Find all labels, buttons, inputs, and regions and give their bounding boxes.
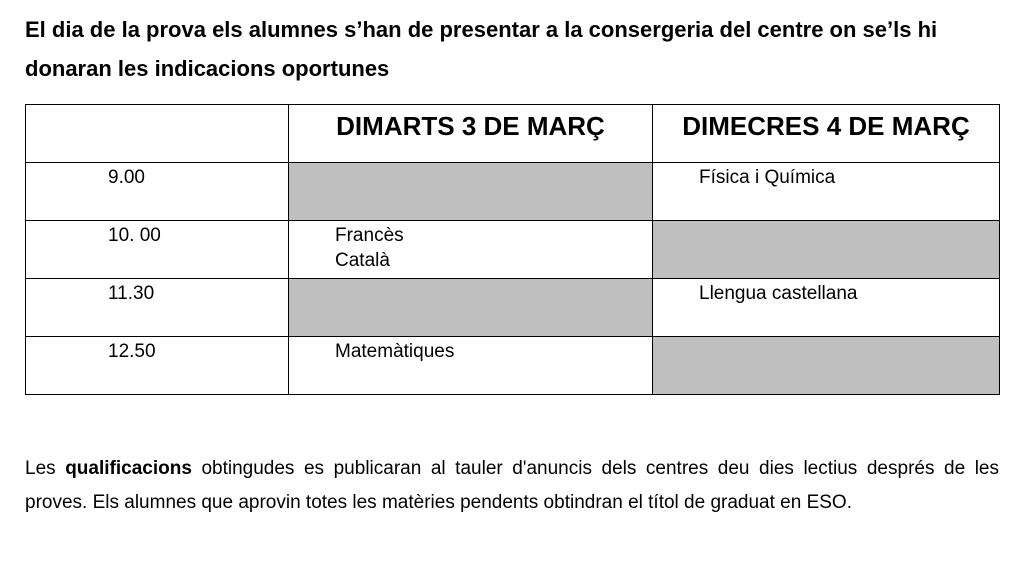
table-row <box>26 337 1000 395</box>
wednesday-empty-cell <box>653 221 1000 279</box>
footer-text-start: Les <box>25 458 66 479</box>
time-cell: 11.30 <box>26 279 289 337</box>
subject-name: Català <box>335 250 390 271</box>
table-row <box>26 163 1000 221</box>
page-heading: El dia de la prova els alumnes s’han de presentar a la consergeria del centre on se’ls hi donaran les indicacions oportunes <box>25 17 938 81</box>
header-time-column <box>26 105 289 163</box>
header-tuesday: DIMARTS 3 DE MARÇ <box>289 105 653 163</box>
time-cell: 9.00 <box>26 163 289 221</box>
tuesday-subject-cell <box>289 337 653 395</box>
table-row <box>26 221 1000 279</box>
footer-text-end: obtingudes es publicaran al tauler d'anuncis dels centres deu dies lectius després de les proves. Els alumnes que aprovin totes les matèries pendents obtindran el títol de graduat en ESO. <box>25 458 999 513</box>
wednesday-subject-cell <box>653 279 1000 337</box>
subject-name: Física i Química <box>699 167 836 188</box>
time-cell: 10. 00 <box>26 221 289 279</box>
table-row <box>26 279 1000 337</box>
footer-bold-term: qualificacions <box>65 458 192 479</box>
header-wednesday: DIMECRES 4 DE MARÇ <box>653 105 1000 163</box>
qualifications-paragraph <box>25 452 999 520</box>
tuesday-subject-cell <box>289 221 653 279</box>
subject-name: Llengua castellana <box>699 283 858 304</box>
exam-schedule-table <box>25 104 1000 395</box>
tuesday-empty-cell <box>289 279 653 337</box>
subject-name: Francès <box>335 225 404 246</box>
subject-name: Matemàtiques <box>335 341 455 362</box>
wednesday-empty-cell <box>653 337 1000 395</box>
time-cell: 12.50 <box>26 337 289 395</box>
tuesday-empty-cell <box>289 163 653 221</box>
wednesday-subject-cell <box>653 163 1000 221</box>
table-header-row <box>26 105 1000 163</box>
